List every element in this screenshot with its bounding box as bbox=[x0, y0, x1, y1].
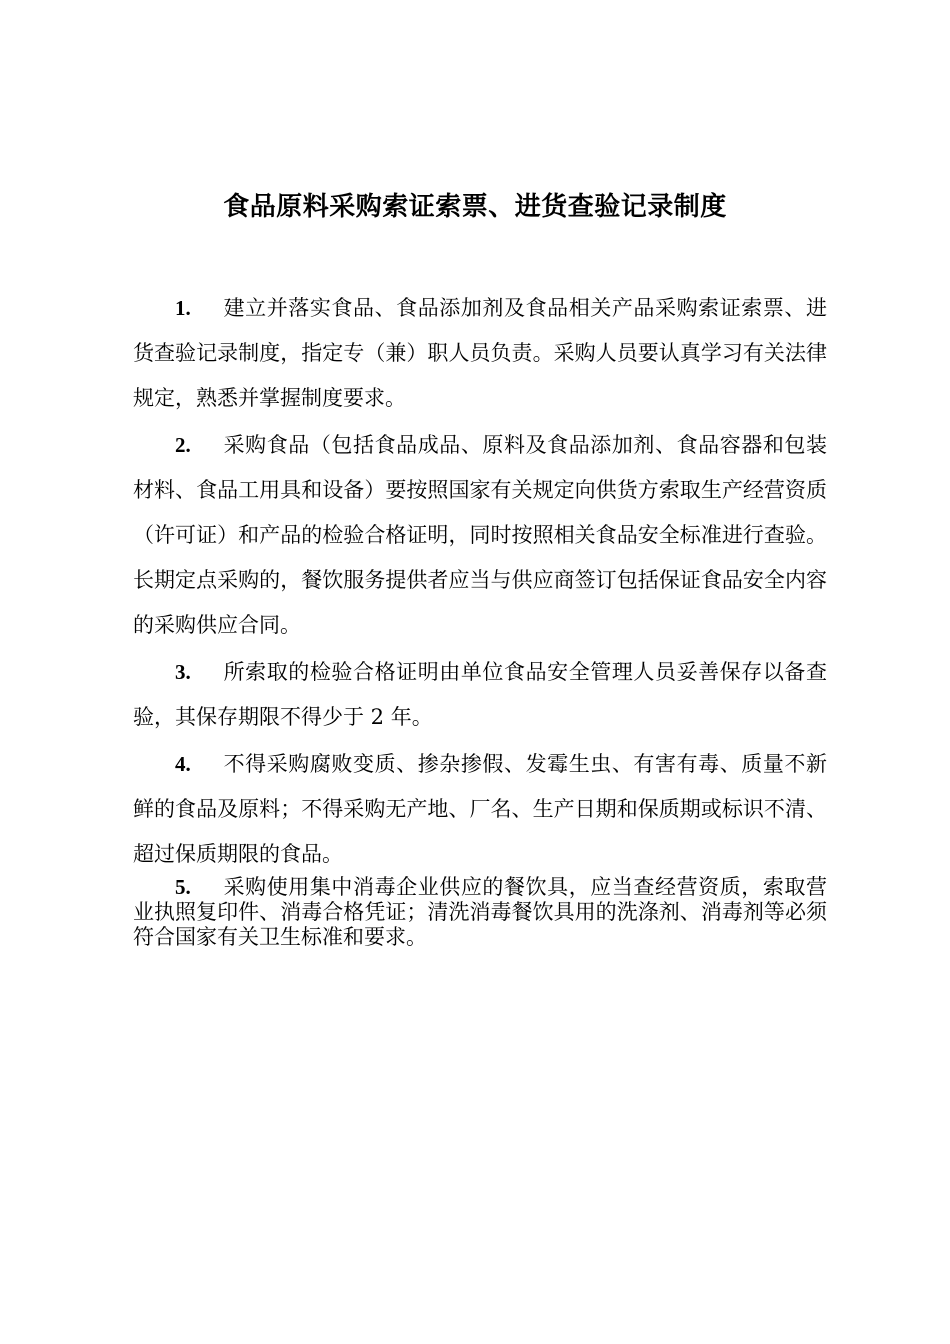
item-number: 1. bbox=[175, 296, 191, 320]
item-number: 5. bbox=[175, 875, 191, 899]
item-number: 2. bbox=[175, 433, 191, 457]
list-item bbox=[133, 286, 827, 421]
item-number: 3. bbox=[175, 660, 191, 684]
list-item bbox=[133, 742, 827, 877]
document-body bbox=[133, 286, 827, 952]
item-text: 采购使用集中消毒企业供应的餐饮具，应当查经营资质，索取营业执照复印件、消毒合格凭证；清洗消毒餐饮具用的洗涤剂、消毒剂等必须符合国家有关卫生标准和要求。 bbox=[133, 875, 827, 949]
item-number: 4. bbox=[175, 752, 191, 776]
item-text: 不得采购腐败变质、掺杂掺假、发霉生虫、有害有毒、质量不新鲜的食品及原料；不得采购无产地、厂名、生产日期和保质期或标识不清、超过保质期限的食品。 bbox=[133, 752, 827, 866]
page-title: 食品原料采购索证索票、进货查验记录制度 bbox=[223, 192, 727, 222]
list-item bbox=[133, 650, 827, 740]
item-text: 采购食品（包括食品成品、原料及食品添加剂、食品容器和包装材料、食品工用具和设备）要按照国家有关规定向供货方索取生产经营资质（许可证）和产品的检验合格证明，同时按照相关食品安全标准进行查验。长期定点采购的，餐饮服务提供者应当与供应商签订包括保证食品安全内容的采购供应合同。 bbox=[133, 433, 827, 637]
list-item bbox=[133, 875, 827, 950]
item-text: 所索取的检验合格证明由单位食品安全管理人员妥善保存以备查验，其保存期限不得少于 2 年。 bbox=[133, 660, 827, 729]
item-text: 建立并落实食品、食品添加剂及食品相关产品采购索证索票、进货查验记录制度，指定专（兼）职人员负责。采购人员要认真学习有关法律规定，熟悉并掌握制度要求。 bbox=[133, 296, 827, 410]
list-item bbox=[133, 423, 827, 648]
